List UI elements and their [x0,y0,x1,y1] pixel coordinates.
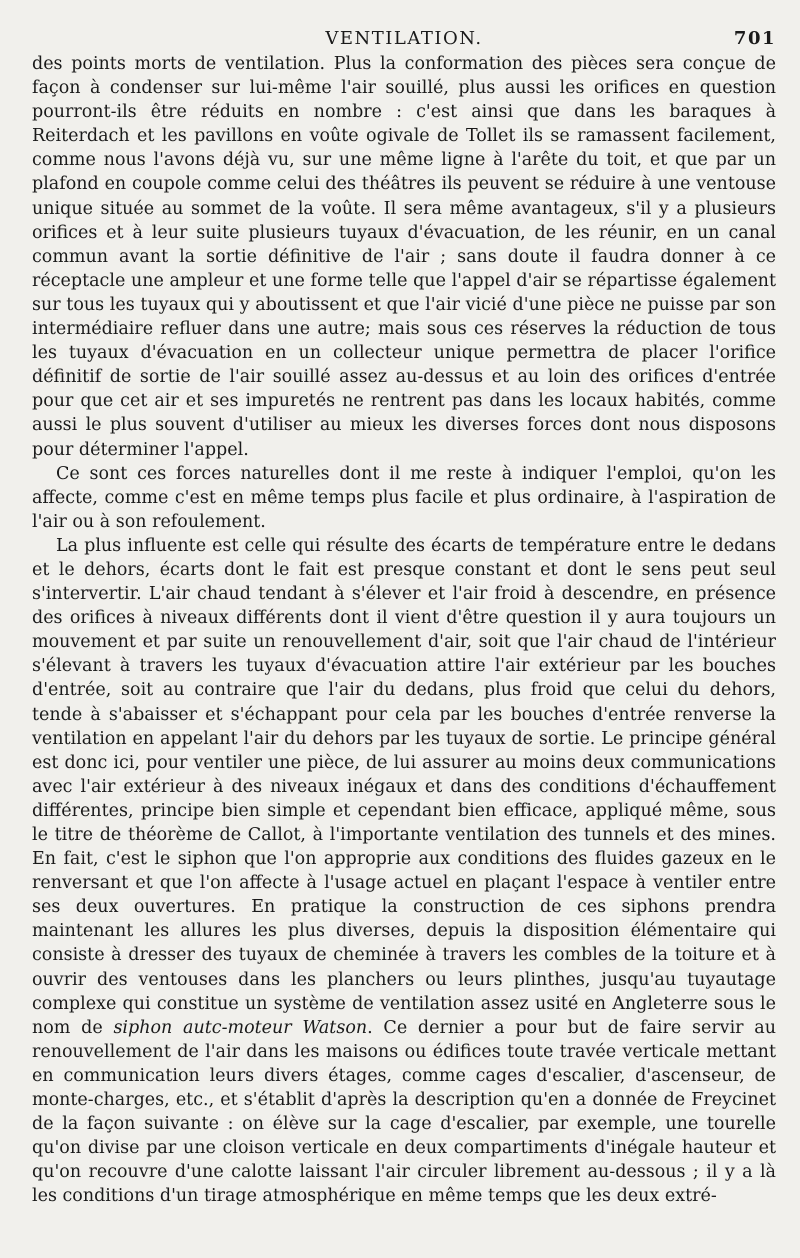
paragraph-text: Ce sont ces forces naturelles dont il me reste à indiquer l'emploi, qu'on les affecte, comme c'est en même temps plus facile et plus ordinaire, à l'aspiration de l'air ou à son refoulement. [32,463,776,532]
page-number: 701 [733,28,776,49]
page-header [32,24,776,52]
paragraph [32,534,776,1209]
body-text [32,52,776,1209]
paragraph-text: La plus influente est celle qui résulte des écarts de température entre le dedans et le dehors, écarts dont le fait est presque constant et dont le sens peut seul s'intervertir. L'air chaud tendant à s'élever et l'air froid à descendre, en présence des orifices à niveaux différents dont il vient d'être question il y aura toujours un mouvement et par suite un renouvellement d'air, soit que l'air chaud de l'intérieur s'élevant à travers les tuyaux d'évacuation attire l'air extérieur par les bouches d'entrée, soit au contraire que l'air du dedans, plus froid que celui du dehors, tende à s'abaisser et s'échappant pour cela par les bouches d'entrée renverse la ventilation en appelant l'air du dehors par les tuyaux de sortie. Le principe général est donc ici, pour ventiler une pièce, de lui assurer au moins deux communications avec l'air extérieur à des niveaux inégaux et dans des conditions d'échauffement différentes, principe bien simple et cependant bien efficace, appliqué même, sous le titre de théorème de Callot, à l'importante ventilation des tunnels et des mines. En fait, c'est le siphon que l'on approprie aux conditions des fluides gazeux en le renversant et que l'on affecte à l'usage actuel en plaçant l'espace à ventiler entre ses deux ouvertures. En pratique la construction de ces siphons prendra maintenant les allures les plus diverses, depuis la disposition élémentaire qui consiste à dresser des tuyaux de cheminée à travers les combles de la toiture et à ouvrir des ventouses dans les planchers ou leurs plinthes, jusqu'au tuyautage complexe qui constitue un système de ventilation assez usité en Angleterre sous le nom de [32,535,776,1038]
paragraph-text: des points morts de ventilation. Plus la conformation des pièces sera conçue de façon à condenser sur lui-même l'air souillé, plus aussi les orifices en question pourront-ils être réduits en nombre : c'est ainsi que dans les baraques à Reiterdach et les pavillons en voûte ogivale de Tollet ils se ramassent facilement, comme nous l'avons déjà vu, sur une même ligne à l'arête du toit, et que par un plafond en coupole comme celui des théâtres ils peuvent se réduire à une ventouse unique située au sommet de la voûte. Il sera même avantageux, s'il y a plusieurs orifices et à leur suite plusieurs tuyaux d'évacuation, de les réunir, en un canal commun avant la sortie définitive de l'air ; sans doute il faudra donner à ce réceptacle une ampleur et une forme telle que l'appel d'air se répartisse également sur tous les tuyaux qui y aboutissent et que l'air vicié d'une pièce ne puisse par son intermédiaire refluer dans une autre; mais sous ces réserves la réduction de tous les tuyaux d'évacuation en un collecteur unique permettra de placer l'orifice définitif de sortie de l'air souillé assez au-dessus et au loin des orifices d'entrée pour que cet air et ses impuretés ne rentrent pas dans les locaux habités, comme aussi le plus souvent d'utiliser au mieux les diverses forces dont nous disposons pour déterminer l'appel. [32,54,776,460]
paragraph [32,462,776,534]
italic-term: siphon autc-moteur Watson [113,1017,368,1038]
paragraph-continuation [32,52,776,462]
paragraph-text-continued: . Ce dernier a pour but de faire servir au renouvellement de l'air dans les maisons ou édifices toute travée verticale mettant en communication leurs divers étages, comme cages d'escalier, d'ascenseur, de monte-charges, etc., et s'établit d'après la description qu'en a donnée de Freycinet de la façon suivante : on élève sur la cage d'escalier, par exemple, une tourelle qu'on divise par une cloison verticale en deux compartiments d'inégale hauteur et qu'on recouvre d'une calotte laissant l'air circuler librement au-dessous ; il y a là les conditions d'un tirage atmosphérique en même temps que les deux extré- [32,1017,776,1207]
running-title: VENTILATION. [325,28,483,49]
